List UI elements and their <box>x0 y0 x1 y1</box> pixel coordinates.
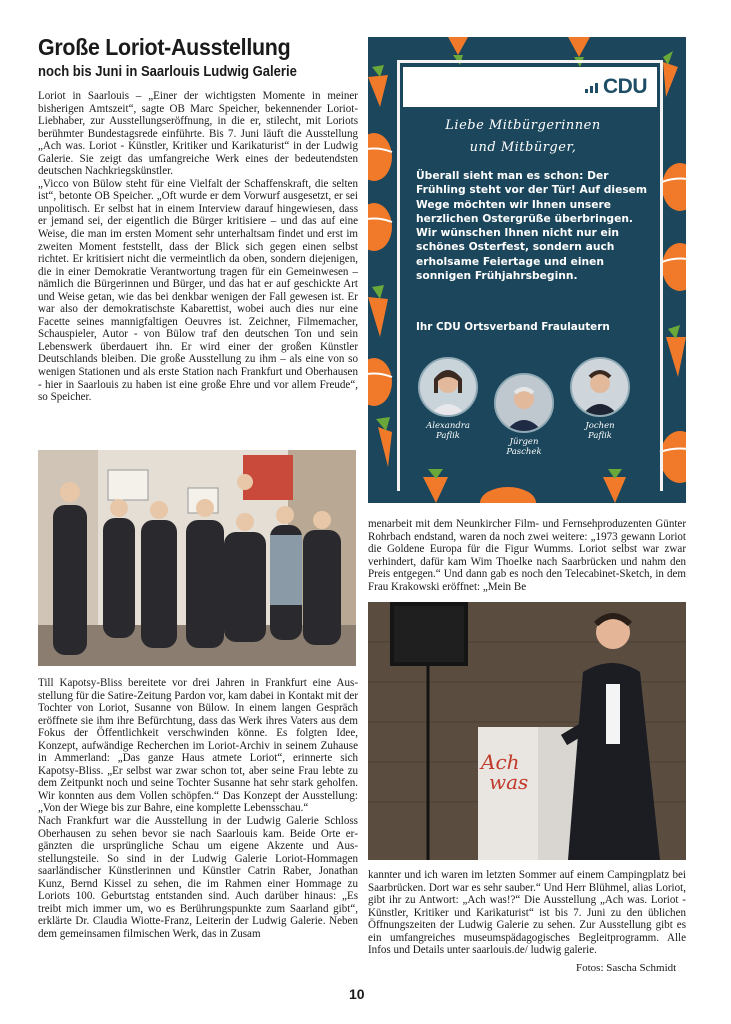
exhibition-banner-title: Ach was <box>481 750 529 794</box>
article-subtitle: noch bis Juni in Saarlouis Ludwig Galerie <box>38 64 297 80</box>
person-jochen-paflik <box>564 357 636 441</box>
ad-greeting <box>423 115 623 159</box>
ad-signature: Ihr CDU Ortsverband Fraulautern <box>416 321 610 333</box>
person-name: Alexandra Paflik <box>426 421 470 441</box>
article-body-left-bottom <box>38 677 358 977</box>
cdu-logo: CDU <box>585 75 647 99</box>
person-name: Jochen Paflik <box>585 421 615 441</box>
group-photo-illustration <box>38 450 356 666</box>
page-number: 10 <box>349 986 365 1002</box>
article-paragraph: Till Kapotsy-Bliss bereitete vor drei Jahren in Frankfurt eine Ausstellung für die Satire-Zeitung Pardon vor, kam dabei in Kontakt mit der Tochter von Loriot, Susanne von Bülow. In einem langen Gespräch eröffnete sie ihm ihre Befürchtung, dass das Werk ihres Vaters aus dem Fokus der Öffentlichkeit verschwinden könne. Es folgten Idee, Konzept, aufwändige Recherchen im Loriot-Archiv in seinem Zuhause in Ammerland: „Das ganze Haus atmete Loriot“, erinnerte sich Kapotsy-Bliss. „Er selbst war zwar schon tot, aber seine Frau lebte zu dem Zeitpunkt noch und seine Tochter Susanne hat sehr stark geholfen. Wir konnten aus dem Vollen schöpfen.“ Das Konzept der Ausstellung: „Von der Wiege bis zur Bahre, eine komplette Lebensschau.“ <box>38 677 358 815</box>
avatar <box>570 357 630 417</box>
person-juergen-paschek <box>488 373 560 457</box>
avatar <box>418 357 478 417</box>
article-paragraph: Nach Frankfurt war die Ausstellung in der Ludwig Galerie Schloss Oberhausen zu sehen bevor sie nach Saarlouis kam. Beide Orte ergänzten die ursprüngliche Schau um eigene Akzente und Ausstellungsteile. So sind in der Ludwig Galerie Loriot-Hommagen saarländischer Künstlerinnen und Künstler Catrin Raber, Jonathan Kunz, Bernd Kissel zu sehen, die im Rahmen einer Hommage zu Loriots 100. Geburtstag entstanden sind. Auch darüber hinaus: „Es treibt mich immer um, wo es Berührungspunkte zum Saarland gibt“, erklärte Dr. Claudia Wiotte-Franz, Leiterin der Ludwig Galerie. Neben dem gemeinsamen filmischen Werk, das in Zusam <box>38 815 358 940</box>
person-name: Jürgen Paschek <box>506 437 542 457</box>
greeting-line-2: und Mitbürger, <box>469 140 577 155</box>
group-photo <box>38 450 356 666</box>
article-body-right-bottom: kannter und ich waren im letzten Sommer auf einem Campingplatz bei Saarbrücken. Dort war es sehr sauber.“ Und Herr Blühmel, alias Loriot, gibt ihr zu Antwort: „Ach was!?“ Die Ausstellung „Ach was. Loriot - Künstler, Kritiker und Karikaturist“ ist bis 7. Juni zu den üblichen Öffnungszeiten der Ludwig Galerie zu sehen. Zur Ausstellung gibt es ein umfangreiches museumspädagogisches Begleitprogramm. Alle Infos und Details unter saarlouis.de/ ludwig galerie. <box>368 869 686 957</box>
speaker-photo-illustration <box>368 602 686 860</box>
photo-credit: Fotos: Sascha Schmidt <box>576 962 677 974</box>
ad-message: Überall sieht man es schon: Der Frühling steht vor der Tür! Auf diesem Wege möchten wir Ihnen unsere herzlichen Ostergrüße überbringen. Wir wünschen Ihnen nicht nur ein schönes Osterfest, sondern auch erholsame Feiertage und einen sonnigen Frühjahrsbeginn. <box>416 169 648 283</box>
cdu-easter-ad <box>368 37 686 503</box>
speaker-photo <box>368 602 686 860</box>
article-body-left-top <box>38 90 358 450</box>
cdu-bars-icon <box>585 75 601 99</box>
article-title: Große Loriot-Ausstellung <box>38 34 291 60</box>
article-paragraph: „Vicco von Bülow steht für eine Vielfalt der Schaffenskraft, die selten ist“, betonte OB Speicher. „Oft wurde er dem Vorwurf ausgesetzt, er sei unpolitisch. Er selbst hat in einem Interview darauf hingewiesen, dass er jemand sei, der eigentlich die Bürger kritisiere – und das auf eine Weise, die man im ersten Moment sehr unterhaltsam findet und erst im zweiten Moment feststellt, dass der Blick sich gegen einen selbst richtet. Er kritisiert nicht die vermeintlich da oben, sondern diejenigen, die in einer Demokratie Verantwortung tragen für ein Gemeinwesen – nämlich die Bürgerinnen und Bürger, und das hat er auf geschickte Art und Weise getan, wie das bei denkbar wenigen der Fall gewesen ist. Er war also der demokratischste Kabarettist, wobei auch dies nur eine Facette seines mannigfaltigen Oeuvres ist. Zeichner, Filmemacher, Schauspieler, Autor - von Bülow traf den deutschen Ton und sein Lebenswerk überdauert ihn. Er wird einer der großen Künstler Deutschlands bleiben. Die große Ausstellung zu ihm – als eine von so wenigen Stationen und als erste Station nach Frankfurt und Oberhausen - hier in Saarlouis zu haben ist eine große Ehre und vor allem Freude“, so Speicher. <box>38 177 358 404</box>
article-paragraph: Loriot in Saarlouis – „Einer der wichtigsten Momente in meiner bisherigen Amtszeit“, sagte OB Marc Speicher, bekennender Loriot-Liebhaber, zur Ausstellungseröffnung, in die er, stilecht, mit Loriots berühmter Bundestagsrede einführte. Bis 7. Juni läuft die Ausstellung „Ach was. Loriot - Künstler, Kritiker und Karikaturist“ in der Ludwig Galerie. Sie zeigt das umfangreiche Werk eines der bedeutendsten deutschen Nachkriegskünstler. <box>38 90 358 178</box>
cdu-logo-card <box>403 67 657 107</box>
avatar <box>494 373 554 433</box>
person-alexandra-paflik <box>412 357 484 441</box>
article-body-right-top: menarbeit mit dem Neunkircher Film- und Fernsehproduzenten Günter Rohrbach endstand, waren da noch zwei weitere: „1973 gewann Loriot die Goldene Europa für die Figur Wumms. Loriot selbst war zwar verhindert, dafür kam Wim Thoelke nach Saarbrücken und nahm den Preis entgegen.“ Und dann gab es noch den Telecabinet-Sketch, in dem Frau Krakowski eröffnet: „Mein Be <box>368 518 686 593</box>
greeting-line-1: Liebe Mitbürgerinnen <box>445 118 601 133</box>
